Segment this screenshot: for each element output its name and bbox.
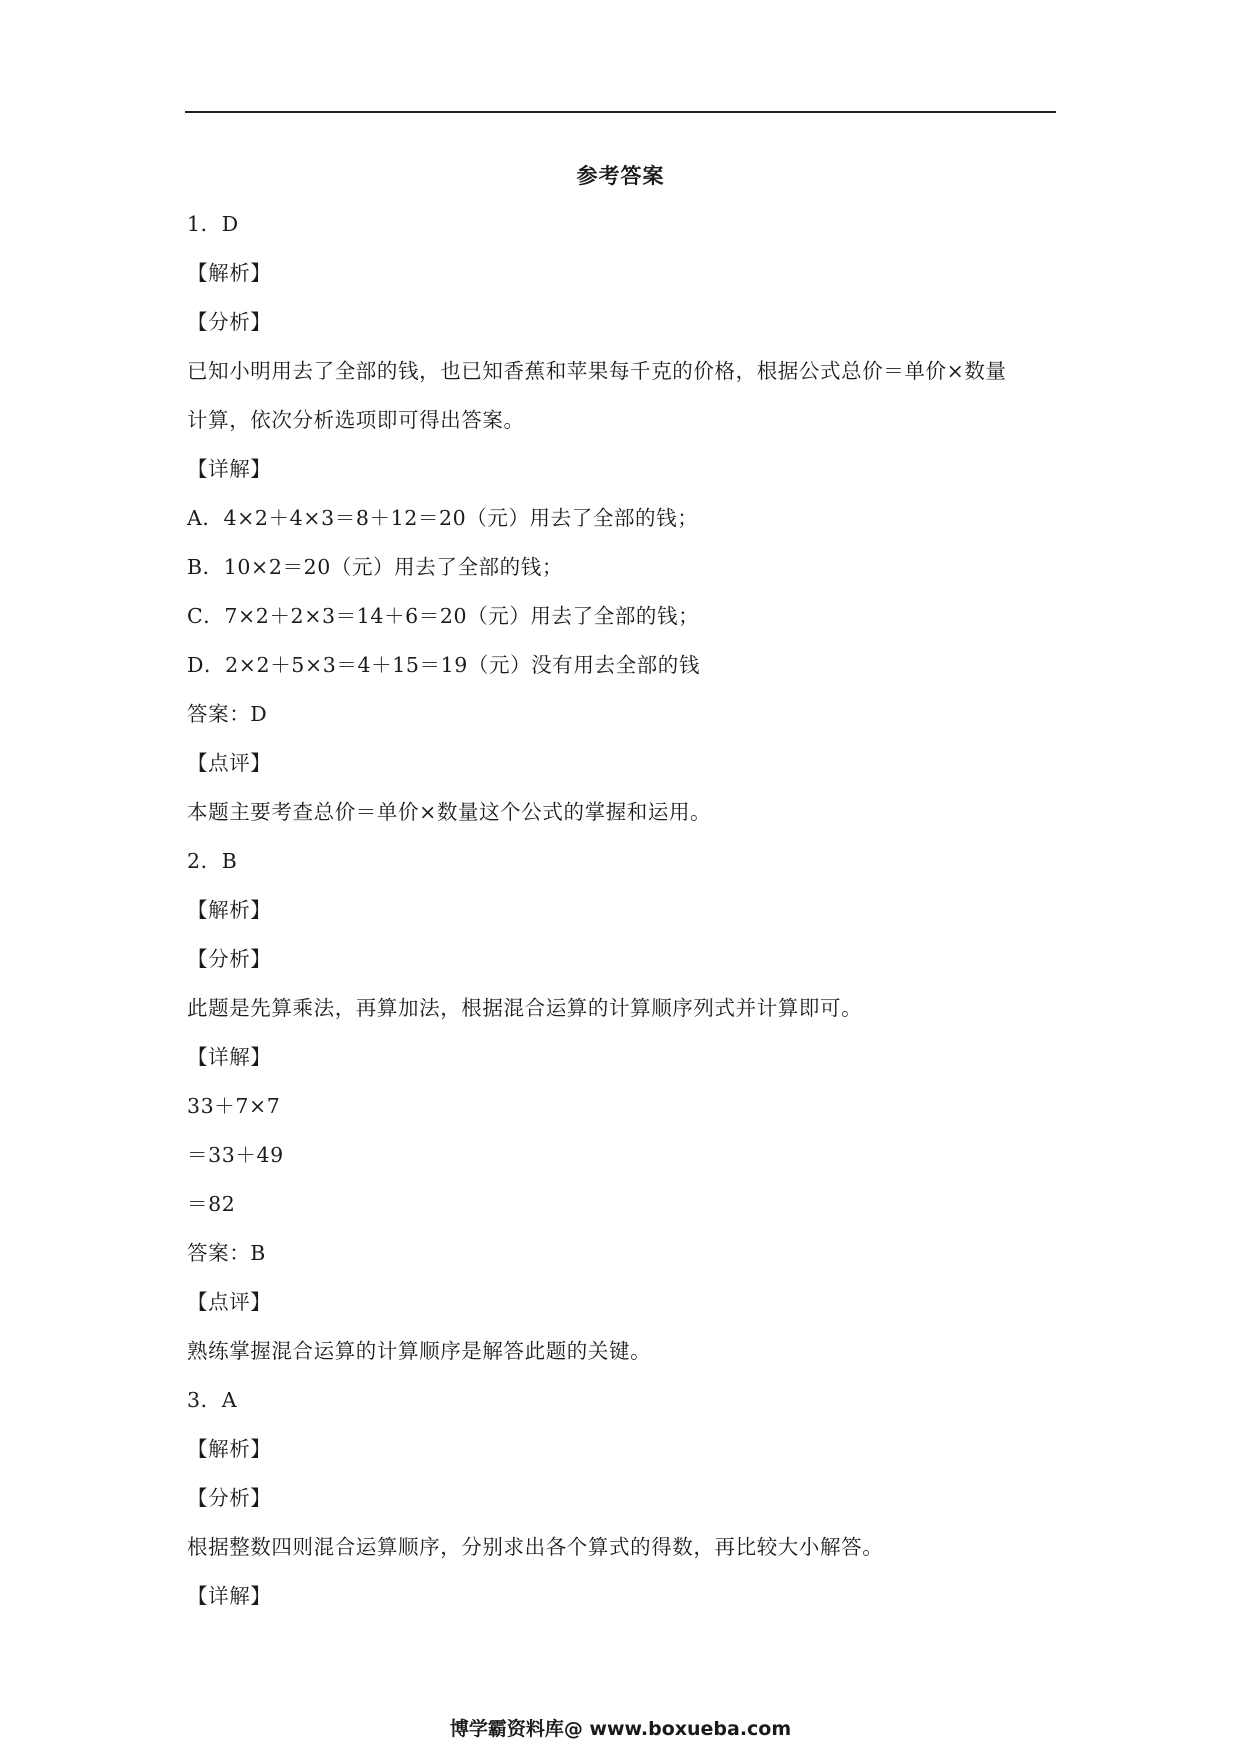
answer-line: 1．D	[187, 212, 239, 236]
answer-line: 【解析】	[187, 898, 272, 922]
header-divider	[185, 111, 1056, 113]
answer-line: 【详解】	[187, 457, 272, 481]
answer-line: 【分析】	[187, 1486, 272, 1510]
answer-line: 【点评】	[187, 751, 272, 775]
answer-line: 【解析】	[187, 1437, 272, 1461]
answer-line: 根据整数四则混合运算顺序，分别求出各个算式的得数，再比较大小解答。	[187, 1535, 884, 1559]
answer-line: 【分析】	[187, 947, 272, 971]
answer-line: 答案：D	[187, 702, 268, 726]
answer-line: 【解析】	[187, 261, 272, 285]
answer-line: ＝33＋49	[187, 1143, 284, 1167]
page-title: 参考答案	[576, 163, 665, 188]
answer-line: D．2×2＋5×3＝4＋15＝19（元）没有用去全部的钱	[187, 653, 700, 677]
answer-content	[187, 209, 1057, 1630]
answer-line: 33＋7×7	[187, 1094, 281, 1118]
answer-line: 答案：B	[187, 1241, 266, 1265]
answer-line: 2．B	[187, 849, 238, 873]
answer-line: 熟练掌握混合运算的计算顺序是解答此题的关键。	[187, 1339, 652, 1363]
answer-line: 【详解】	[187, 1584, 272, 1608]
answer-line: 【点评】	[187, 1290, 272, 1314]
answer-line: 【分析】	[187, 310, 272, 334]
answer-line: 计算，依次分析选项即可得出答案。	[187, 408, 525, 432]
answer-line: 3．A	[187, 1388, 238, 1412]
answer-line: ＝82	[187, 1192, 236, 1216]
answer-line: 此题是先算乘法，再算加法，根据混合运算的计算顺序列式并计算即可。	[187, 996, 863, 1020]
footer-watermark: 博学霸资料库@ www.boxueba.com	[449, 1718, 792, 1740]
answer-line: B．10×2＝20（元）用去了全部的钱；	[187, 555, 563, 579]
answer-line: 已知小明用去了全部的钱，也已知香蕉和苹果每千克的价格，根据公式总价＝单价×数量	[187, 359, 1007, 383]
answer-line: 本题主要考查总价＝单价×数量这个公式的掌握和运用。	[187, 800, 712, 824]
answer-line: C．7×2＋2×3＝14＋6＝20（元）用去了全部的钱；	[187, 604, 700, 628]
answer-line: A．4×2＋4×3＝8＋12＝20（元）用去了全部的钱；	[187, 506, 699, 530]
answer-line: 【详解】	[187, 1045, 272, 1069]
